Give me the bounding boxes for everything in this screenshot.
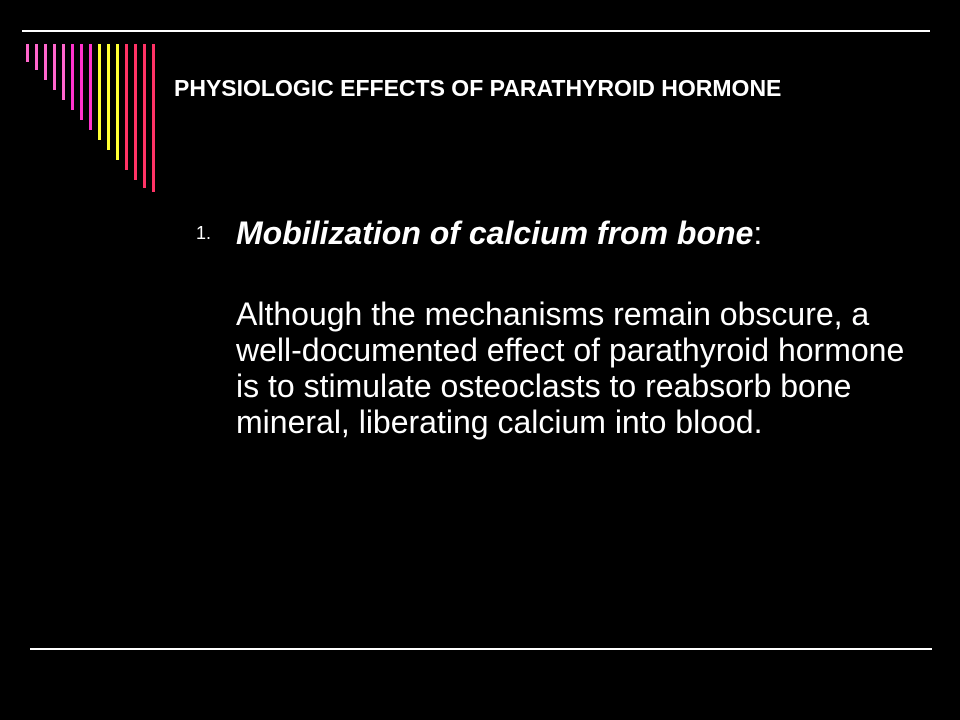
item-paragraph: Although the mechanisms remain obscure, a well-documented effect of parathyroid hormone is to stimulate osteoclasts to reabsorb bone mineral, liberating calcium into blood. <box>236 296 905 440</box>
stripe <box>125 44 128 170</box>
stripe <box>152 44 155 192</box>
list-item <box>196 210 916 440</box>
stripe <box>53 44 56 90</box>
item-heading-text: Mobilization of calcium from bone <box>236 215 754 251</box>
stripe <box>62 44 65 100</box>
decorative-stripes <box>0 0 160 200</box>
bottom-divider-line <box>30 648 932 650</box>
stripe <box>26 44 29 62</box>
list-item-number: 1. <box>196 223 212 243</box>
stripe <box>44 44 47 80</box>
stripe <box>143 44 146 188</box>
stripe <box>107 44 110 150</box>
stripe <box>35 44 38 70</box>
slide-title: PHYSIOLOGIC EFFECTS OF PARATHYROID HORMONE <box>174 75 782 101</box>
stripe <box>80 44 83 120</box>
stripe <box>71 44 74 110</box>
stripe <box>89 44 92 130</box>
stripe <box>98 44 101 140</box>
item-heading <box>236 210 916 256</box>
slide-content <box>196 210 916 440</box>
list-item-body <box>236 210 916 440</box>
stripe <box>134 44 137 180</box>
item-heading-colon: : <box>753 215 763 251</box>
stripe <box>116 44 119 160</box>
